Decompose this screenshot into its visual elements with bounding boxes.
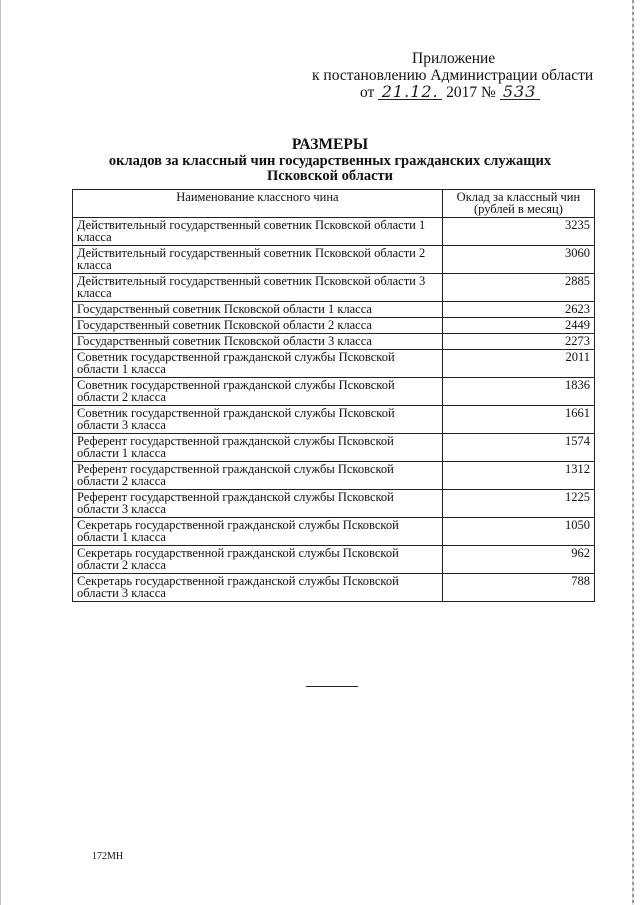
pay-cell: 2011: [442, 350, 594, 378]
pay-cell: 1661: [442, 406, 594, 434]
rank-name-cell: Советник государственной гражданской службы Псковской области 1 класса: [73, 350, 443, 378]
table-row: [73, 302, 595, 318]
title-subtitle-line1: окладов за классный чин государственных гражданских служащих: [108, 153, 552, 169]
table-row: [73, 378, 595, 406]
table-row: [73, 318, 595, 334]
rank-name-cell: Действительный государственный советник Псковской области 1 класса: [73, 218, 443, 246]
rank-name-cell: Секретарь государственной гражданской службы Псковской области 1 класса: [73, 518, 443, 546]
year-and-number-label: 2017 №: [446, 84, 496, 101]
pay-cell: 1836: [442, 378, 594, 406]
table-row: [73, 434, 595, 462]
pay-cell: 2885: [442, 274, 594, 302]
rank-name-cell: Действительный государственный советник Псковской области 2 класса: [73, 246, 443, 274]
rank-name-cell: Действительный государственный советник Псковской области 3 класса: [73, 274, 443, 302]
appendix-label: Приложение: [412, 50, 496, 67]
column-header-name: Наименование классного чина: [73, 190, 443, 218]
pay-cell: 2449: [442, 318, 594, 334]
rank-name-cell: Секретарь государственной гражданской службы Псковской области 2 класса: [73, 546, 443, 574]
end-separator-line: [306, 686, 358, 687]
pay-cell: 962: [442, 546, 594, 574]
salary-table: [72, 189, 595, 602]
table-row: [73, 490, 595, 518]
pay-cell: 3235: [442, 218, 594, 246]
rank-name-cell: Референт государственной гражданской службы Псковской области 3 класса: [73, 490, 443, 518]
rank-name-cell: Референт государственной гражданской службы Псковской области 2 класса: [73, 462, 443, 490]
date-prefix: от: [360, 84, 375, 101]
title-main: РАЗМЕРЫ: [291, 136, 369, 153]
pay-cell: 2623: [442, 302, 594, 318]
document-title: [0, 136, 640, 184]
resolution-date-line: [300, 84, 600, 101]
pay-cell: 3060: [442, 246, 594, 274]
table-row: [73, 334, 595, 350]
pay-cell: 1312: [442, 462, 594, 490]
pay-cell: 1225: [442, 490, 594, 518]
table-row: [73, 546, 595, 574]
resolution-reference: к постановлению Администрации области: [312, 67, 594, 84]
rank-name-cell: Государственный советник Псковской области 2 класса: [73, 318, 443, 334]
table-row: [73, 518, 595, 546]
handwritten-date: 21.12.: [378, 84, 442, 100]
table-row: [73, 574, 595, 602]
rank-name-cell: Секретарь государственной гражданской службы Псковской области 3 класса: [73, 574, 443, 602]
appendix-header: [300, 50, 600, 101]
pay-cell: 1050: [442, 518, 594, 546]
table-row: [73, 406, 595, 434]
title-subtitle-line2: Псковской области: [266, 168, 394, 184]
table-row: [73, 462, 595, 490]
rank-name-cell: Государственный советник Псковской области 1 класса: [73, 302, 443, 318]
table-row: [73, 274, 595, 302]
pay-cell: 788: [442, 574, 594, 602]
rank-name-cell: Референт государственной гражданской службы Псковской области 1 класса: [73, 434, 443, 462]
pay-cell: 1574: [442, 434, 594, 462]
rank-name-cell: Советник государственной гражданской службы Псковской области 2 класса: [73, 378, 443, 406]
rank-name-cell: Государственный советник Псковской области 3 класса: [73, 334, 443, 350]
handwritten-number: 533: [500, 84, 540, 100]
table-row: [73, 218, 595, 246]
rank-name-cell: Советник государственной гражданской службы Псковской области 3 класса: [73, 406, 443, 434]
table-row: [73, 350, 595, 378]
table-row: [73, 246, 595, 274]
table-header-row: [73, 190, 595, 218]
column-header-pay: Оклад за классный чин (рублей в месяц): [442, 190, 594, 218]
pay-cell: 2273: [442, 334, 594, 350]
document-code: 172МН: [92, 851, 124, 862]
